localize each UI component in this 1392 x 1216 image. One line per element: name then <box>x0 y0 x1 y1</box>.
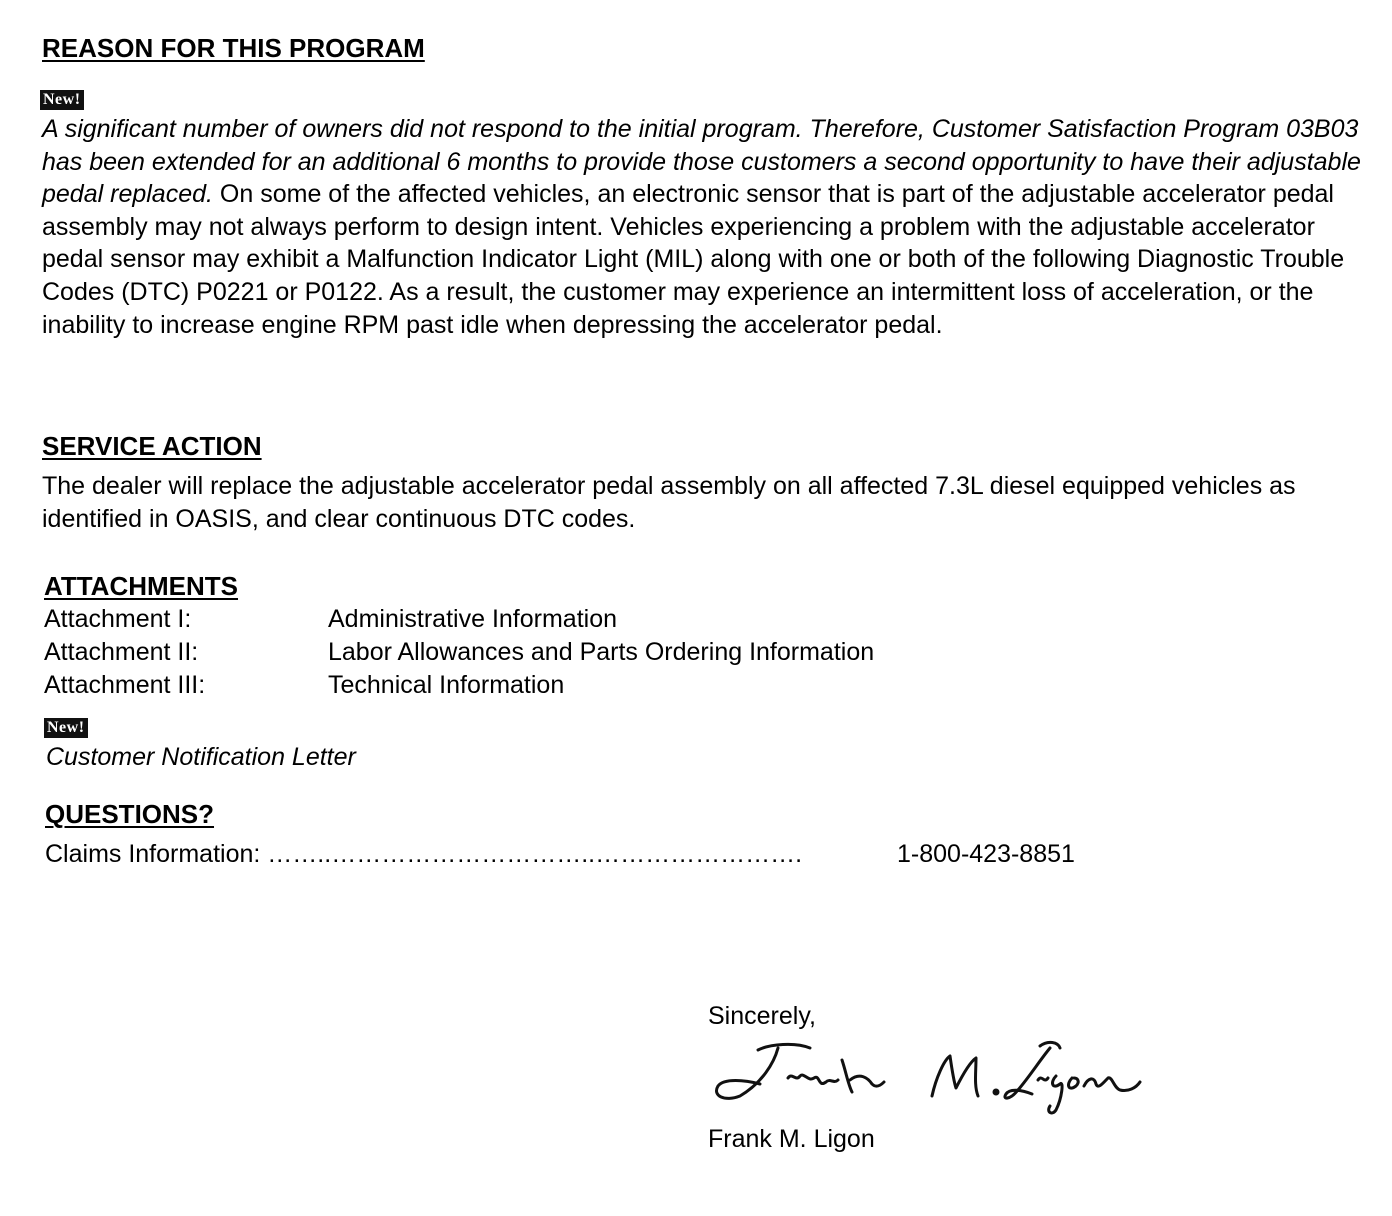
claims-information-line <box>45 838 1075 871</box>
new-badge: New! <box>44 718 88 738</box>
attachment-value: Labor Allowances and Parts Ordering Information <box>328 638 875 666</box>
signature-block <box>708 1000 816 1033</box>
service-heading: SERVICE ACTION <box>42 431 262 461</box>
attachment-label: Attachment II: <box>44 638 199 666</box>
service-paragraph: The dealer will replace the adjustable accelerator pedal assembly on all affected 7.3L diesel equipped vehicles as identified in OASIS, and clear continuous DTC codes. <box>42 472 1296 533</box>
attachment-value: Technical Information <box>328 671 565 699</box>
signatory-block <box>708 1123 875 1156</box>
questions-heading: QUESTIONS? <box>45 799 215 829</box>
claims-phone-number: 1-800-423-8851 <box>897 840 1075 868</box>
signatory-name: Frank M. Ligon <box>708 1125 875 1153</box>
attachment-label: Attachment I: <box>44 605 192 633</box>
reason-paragraph <box>42 113 1362 341</box>
customer-notification-letter: Customer Notification Letter <box>46 743 356 771</box>
attachment-label: Attachment III: <box>44 671 206 699</box>
handwritten-signature <box>700 1038 1150 1118</box>
closing-text: Sincerely, <box>708 1002 816 1030</box>
dot-leader: ……..…………………………..……………………. <box>267 840 803 868</box>
attachments-heading: ATTACHMENTS <box>44 571 239 601</box>
new-badge: New! <box>40 90 84 110</box>
reason-heading: REASON FOR THIS PROGRAM <box>42 33 425 63</box>
attachment-value: Administrative Information <box>328 605 618 633</box>
claims-label: Claims Information: <box>45 840 268 868</box>
reason-body-text: On some of the affected vehicles, an electronic sensor that is part of the adjustable accelerator pedal assembly may not always perform to design intent. Vehicles experiencing a problem with the adjustable accelerator pedal sensor may exhibit a Malfunction Indicator Light (MIL) along with one or both of the following Diagnostic Trouble Codes (DTC) P0221 or P0122. As a result, the customer may experience an intermittent loss of acceleration, or the inability to increase engine RPM past idle when depressing the accelerator pedal. <box>42 180 1345 339</box>
reason-italic-text: A significant number of owners did not respond to the initial program. Therefore, Customer Satisfaction Program 03B03 has been extended for an additional 6 months to provide those customers a second opportunity to have their adjustable pedal replaced. <box>42 115 1361 209</box>
